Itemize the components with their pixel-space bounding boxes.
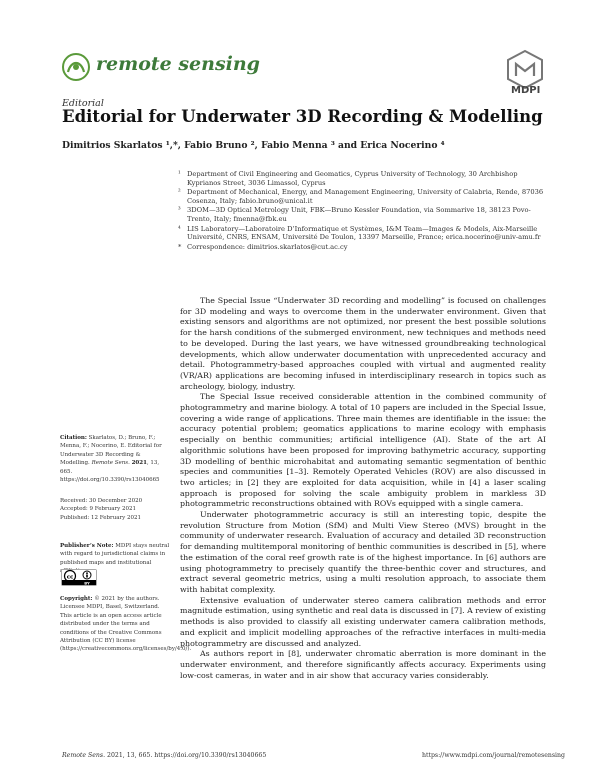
correspondence-text: Correspondence: dimitrios.skarlatos@cut.ac.cy: [187, 242, 348, 251]
footer-journal: Remote Sens.: [62, 752, 106, 759]
footer-citation: [62, 752, 266, 759]
footer-url[interactable]: https://www.mdpi.com/journal/remotesensing: [422, 752, 565, 759]
svg-text:BY: BY: [84, 580, 90, 586]
paragraph: As authors report in [8], underwater chromatic aberration is more dominant in the underwater environment, and therefore significantly affects accuracy. Experiments using low-cost cameras, in water and in air show that accuracy varies considerably.: [180, 649, 546, 680]
journal-name: remote sensing: [96, 53, 260, 75]
affiliation-text: Department of Mechanical, Energy, and Management Engineering, University of Calabria, Rende, 87036 Cosenza, Italy; fabio.bruno@unical.it: [187, 188, 544, 205]
affiliation-marker: *: [178, 242, 182, 251]
affiliation-marker: ¹: [178, 170, 181, 178]
citation-label: Citation:: [60, 435, 87, 441]
citation-doi[interactable]: , 13, 665. https://doi.org/10.3390/rs13040665: [60, 460, 160, 484]
received-date: Received: 30 December 2020: [60, 498, 143, 504]
publisher-note-label: Publisher’s Note:: [60, 543, 114, 549]
affiliation-4: [178, 225, 548, 242]
affiliation-text: Department of Civil Engineering and Geomatics, Cyprus University of Technology, 30 Archbishop Kyprianos Street, 3036 Limassol, Cyprus: [187, 170, 518, 187]
citation-journal: Remote Sens.: [91, 460, 130, 467]
paragraph: Extensive evaluation of underwater stereo camera calibration methods and error magnitude estimation, using synthetic and real data is discussed in [7]. A review of existing methods is also provided to classify all existing underwater camera calibration methods, and explicit and implicit modelling approaches of the refractive interfaces in multi-media photogrammetry are discussed and analyzed.: [180, 595, 546, 648]
dates-block: [60, 497, 170, 522]
affiliation-marker: ²: [178, 188, 181, 197]
article-type: Editorial: [62, 98, 104, 109]
journal-logo-icon: [61, 52, 91, 82]
paragraph: The Special Issue received considerable attention in the combined community of photogrammetry and marine biology. A total of 10 papers are included in the Special Issue, covering a wide range of applications. Three main themes are identifiable in the issue: the accuracy potential problem; geomatics applications to marine ecology with emphasis especially on benthic communities; artificial intelligence (AI). State of the art AI algorithmic solutions have been proposed for improving bathymetric accuracy, supporting 3D modelling of benthic microhabitat and automating semantic segmentation of benthic species and communities [1–3]. Remotely Operated Vehicles (ROV) are also discussed in two articles; in [2] they are exploited for data acquisition, while in [4] a laser scaling approach is proposed for solving the scale ambiguity problem in markless 3D photogrammetric reconstructions obtained with ROVs equipped with a single camera.: [180, 392, 546, 509]
affiliation-marker: ⁴: [178, 224, 181, 233]
svg-text:cc: cc: [66, 574, 74, 581]
footer-doi[interactable]: 2021, 13, 665. https://doi.org/10.3390/rs13040665: [107, 752, 267, 759]
accepted-date: Accepted: 9 February 2021: [60, 506, 136, 513]
affiliation-3: [178, 206, 548, 223]
affiliation-text: 3DOM—3D Optical Metrology Unit, FBK—Bruno Kessler Foundation, via Sommarive 18, 38123 Povo-Trento, Italy; fmenna@fbk.eu: [187, 206, 531, 223]
publisher-note-text: MDPI stays neutral with regard to jurisdictional claims in published maps and institutional: [60, 543, 170, 566]
mdpi-wordmark: MDPI: [511, 85, 541, 96]
copyright-text: © 2021 by the authors. Licensee MDPI, Basel, Switzerland. This article is an open access article distributed under the terms and conditions of the Creative Commons Attribution (CC BY) license (https://creativecommons.org/licenses/by/4.0/).: [60, 596, 192, 653]
article-body: [180, 296, 546, 681]
affiliation-2: [178, 188, 548, 205]
paragraph: Underwater photogrammetric accuracy is still an interesting topic, despite the revolution Structure from Motion (SfM) and Multi View Stereo (MVS) brought in the community of underwater research. Evaluation of accuracy and detailed 3D reconstruction for demanding multitemporal monitoring of benthic communities is described in [5], where the estimation of the coral reef growth rate is of the highest importance. In [6] authors are using photogrammetry to precisely quantify the three-benthic cover and structures, and extract several geometric metrics, using a multi resolution approach, to associate them with habitat complexity.: [180, 510, 546, 594]
paragraph: The Special Issue “Underwater 3D recording and modelling” is focused on challenges for 3D modeling and ways to overcome them in the underwater environment. Given that existing sensors and algorithms are not optimized, nor present the best possible solutions for the harsh conditions of the submerged environment, new techniques and methods need to be developed. During the last years, we have witnessed groundbreaking technological developments, which allow underwater documentation with unprecedented accuracy and detail. Photogrammetry-based approaches coupled with virtual and augmented reality (VR/AR) applications are becoming infused in interdisciplinary research in topics such as archeology, biology, industry.: [180, 296, 546, 391]
citation-block: [60, 434, 170, 484]
affiliation-text: LIS Laboratory—Laboratoire D’Informatique et Systèmes, I&M Team—Images & Models, Aix-Marseille Université, CNRS, ENSAM, Université De Toulon, 13397 Marseille, France; erica.nocerino@univ-amu.fr: [187, 224, 541, 242]
correspondence: [178, 243, 548, 252]
citation-text: Skarlatos, D.; Bruno, F.; Menna, F.; Nocerino, E. Editorial for Underwater 3D Recording & Modelling.: [60, 435, 162, 467]
published-date: Published: 12 February 2021: [60, 514, 141, 521]
copyright-block: [60, 595, 192, 654]
cc-by-license-icon[interactable]: [61, 569, 97, 586]
citation-year: 2021: [131, 460, 147, 467]
copyright-label: Copyright:: [60, 596, 93, 602]
affiliation-marker: ³: [178, 206, 181, 215]
author-list: Dimitrios Skarlatos ¹,*, Fabio Bruno ², Fabio Menna ³ and Erica Nocerino ⁴: [62, 140, 445, 151]
affiliation-1: [178, 170, 548, 187]
article-title: Editorial for Underwater 3D Recording & Modelling: [62, 107, 543, 126]
affiliations: [178, 170, 548, 252]
